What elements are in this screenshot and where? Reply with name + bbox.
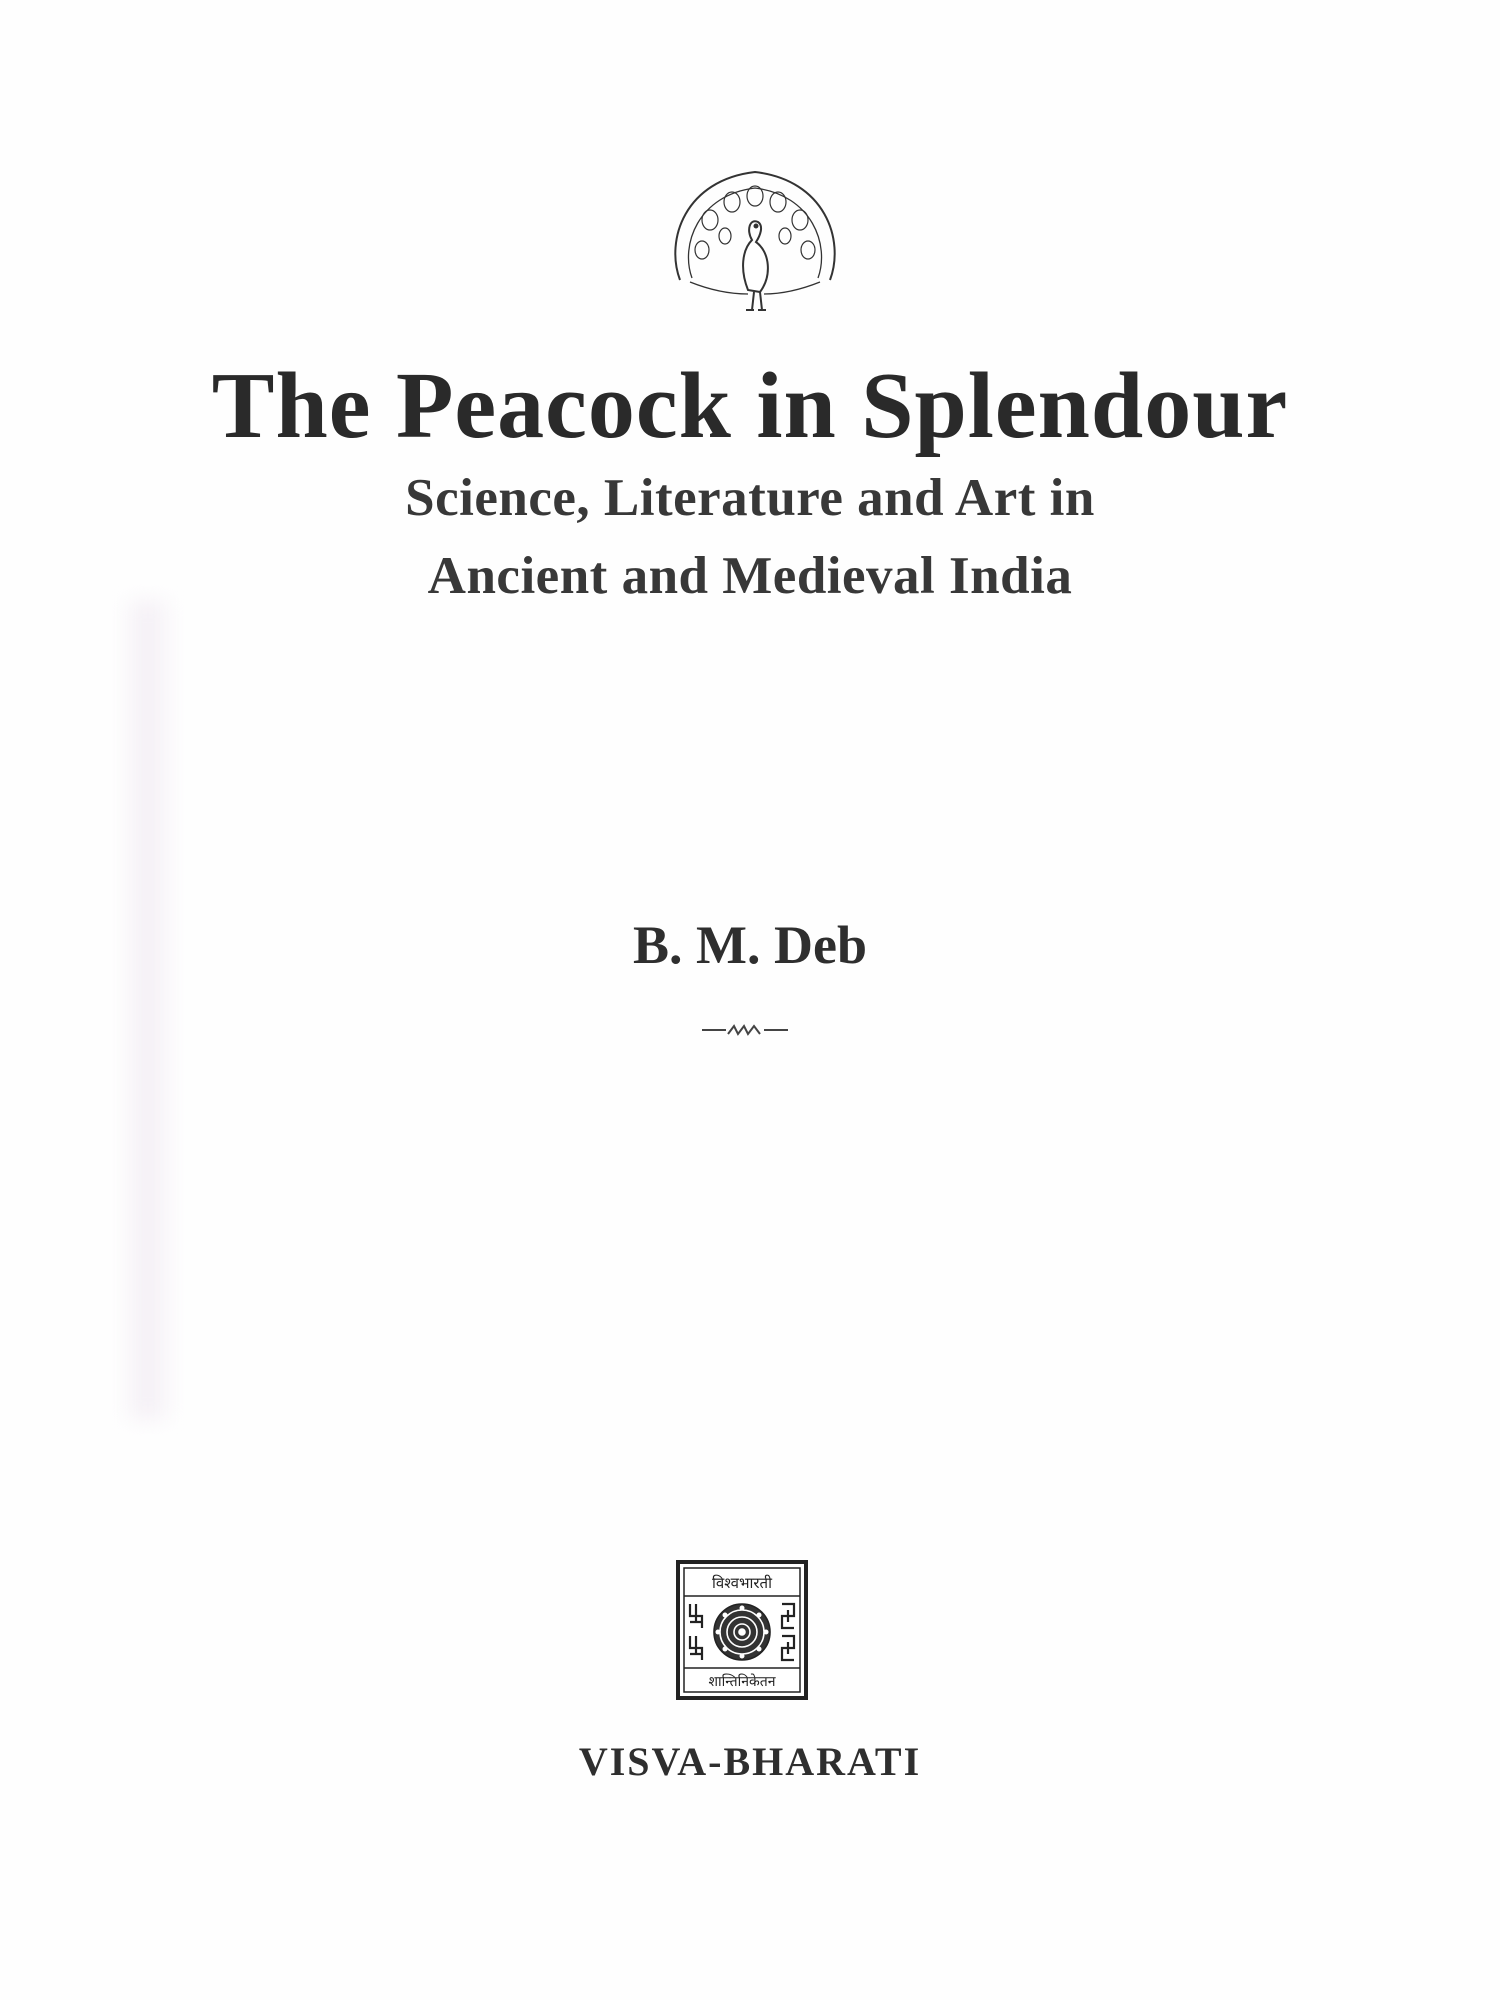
flourish-icon — [700, 1018, 790, 1042]
emblem-bottom-text: शान्तिनिकेतन — [708, 1674, 776, 1690]
peacock-icon — [660, 160, 850, 320]
book-subtitle-line2: Ancient and Medieval India — [427, 547, 1073, 605]
publisher-name: VISVA-BHARATI — [578, 1739, 922, 1784]
book-subtitle-line1: Science, Literature and Art in — [405, 469, 1095, 527]
page-edge-shadow — [118, 600, 178, 1420]
book-title: The Peacock in Splendour — [211, 354, 1289, 458]
author-name: B. M. Deb — [633, 915, 867, 975]
visva-bharati-emblem — [676, 1560, 808, 1700]
emblem-top-text: विश्वभारती — [712, 1574, 772, 1592]
